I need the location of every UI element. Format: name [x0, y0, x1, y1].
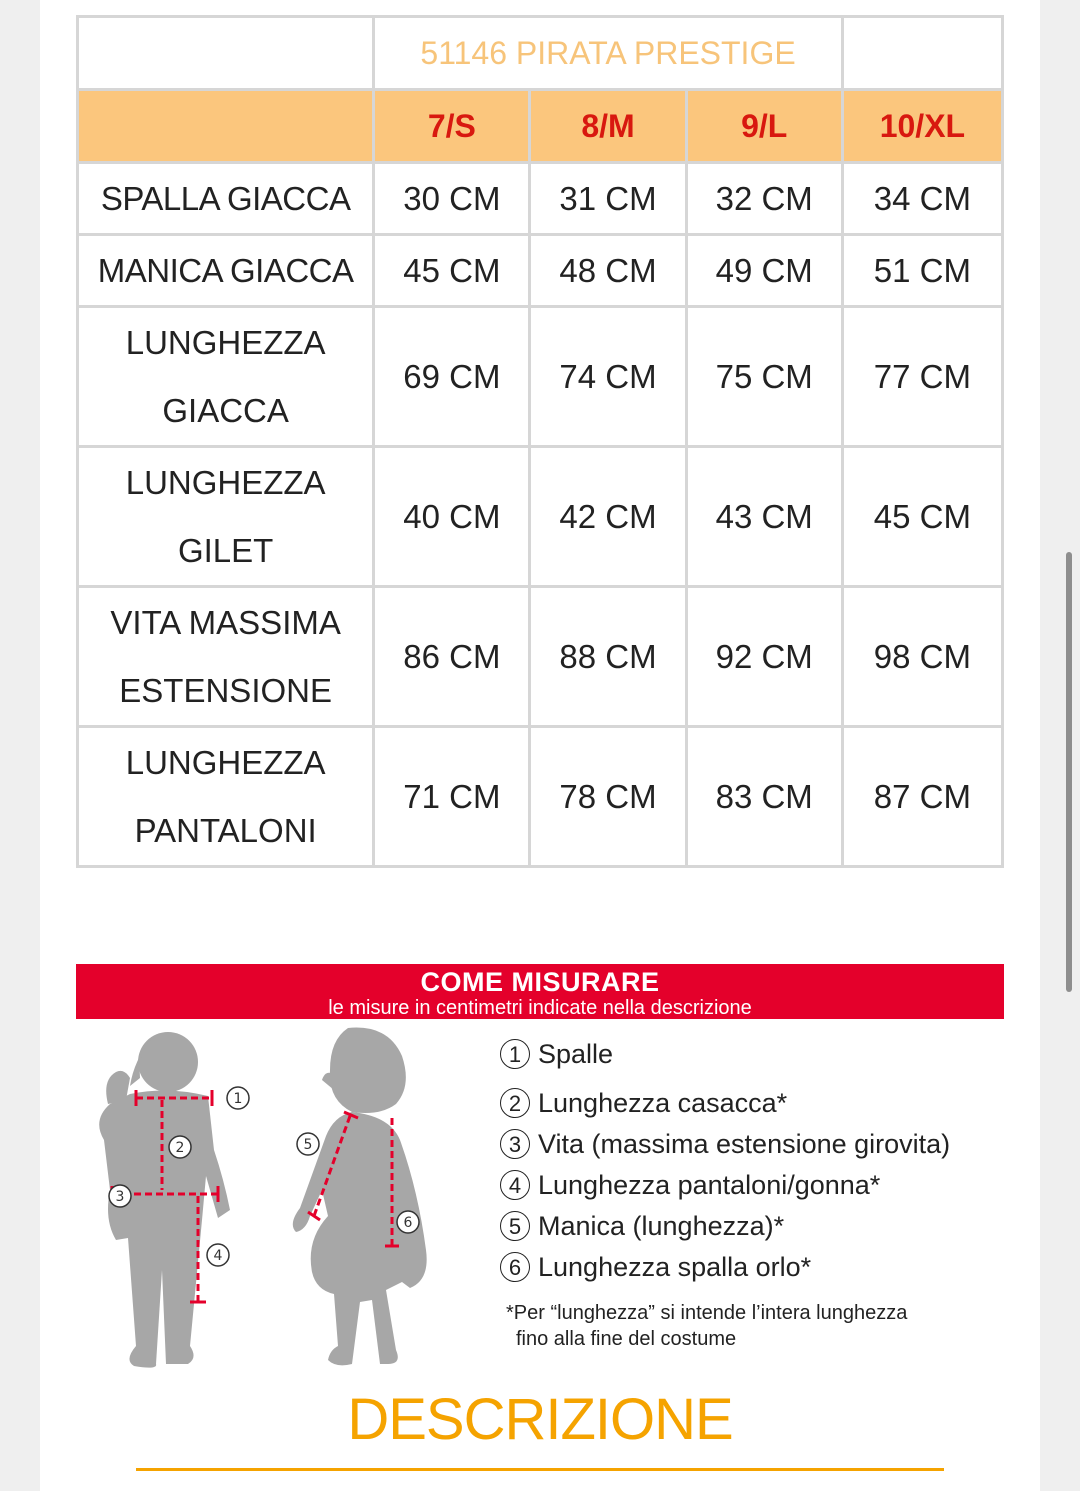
table-cell: 69 CM [374, 307, 530, 447]
marker-label: 5 [303, 1137, 313, 1153]
table-cell: 88 CM [530, 587, 686, 727]
legend-item [500, 1247, 1020, 1288]
legend-item [500, 1206, 1020, 1247]
marker-label: 4 [213, 1248, 223, 1264]
row-label-line: GIACCA [162, 391, 289, 429]
table-cell: 75 CM [686, 307, 842, 447]
table-cell: 40 CM [374, 447, 530, 587]
table-cell: 92 CM [686, 587, 842, 727]
legend-text: Lunghezza spalla orlo* [538, 1252, 812, 1282]
row-label: MANICA GIACCA [78, 235, 374, 307]
table-cell: 78 CM [530, 727, 686, 867]
row-label [78, 727, 374, 867]
table-row [78, 163, 1003, 235]
table-cell: 87 CM [842, 727, 1002, 867]
marker-label: 6 [403, 1215, 413, 1231]
description-divider [136, 1468, 944, 1471]
legend-text: Spalle [538, 1039, 614, 1069]
legend-text: Lunghezza pantaloni/gonna* [538, 1170, 881, 1200]
table-title-row [78, 17, 1003, 90]
legend-text: Vita (massima estensione girovita) [538, 1129, 951, 1159]
table-row [78, 727, 1003, 867]
marker-label: 3 [115, 1189, 125, 1205]
table-cell: 51 CM [842, 235, 1002, 307]
table-row [78, 235, 1003, 307]
legend-number: 1 [500, 1039, 530, 1069]
size-header: 10/XL [842, 90, 1002, 163]
row-label [78, 307, 374, 447]
table-cell: 77 CM [842, 307, 1002, 447]
length-note: *Per “lunghezza” si intende l’intera lunghezza [506, 1302, 908, 1324]
empty-cell [842, 17, 1002, 90]
empty-cell [78, 17, 374, 90]
child-side-figure [293, 1028, 427, 1366]
description-heading: DESCRIZIONE [347, 1387, 733, 1452]
legend-item [500, 1124, 1020, 1165]
row-label [78, 587, 374, 727]
empty-header-cell [78, 90, 374, 163]
marker-label: 2 [175, 1140, 185, 1156]
table-cell: 71 CM [374, 727, 530, 867]
legend-number: 6 [500, 1252, 530, 1282]
legend-number: 5 [500, 1211, 530, 1241]
table-cell: 31 CM [530, 163, 686, 235]
banner-subtitle: le misure in centimetri indicate nella descrizione [328, 997, 752, 1019]
legend-number: 4 [500, 1170, 530, 1200]
scrollbar-thumb[interactable] [1066, 552, 1072, 992]
table-cell: 45 CM [374, 235, 530, 307]
table-cell: 45 CM [842, 447, 1002, 587]
table-cell: 30 CM [374, 163, 530, 235]
size-header: 7/S [374, 90, 530, 163]
legend-text: Manica (lunghezza)* [538, 1211, 785, 1241]
row-label-line: ESTENSIONE [119, 671, 332, 709]
size-header-row [78, 90, 1003, 163]
table-cell: 86 CM [374, 587, 530, 727]
table-cell: 34 CM [842, 163, 1002, 235]
banner-title: COME MISURARE [420, 967, 660, 997]
legend-text: Lunghezza casacca* [538, 1088, 788, 1118]
table-cell: 74 CM [530, 307, 686, 447]
row-label-line: GILET [177, 531, 274, 569]
table-cell: 32 CM [686, 163, 842, 235]
size-header: 9/L [686, 90, 842, 163]
measure-legend [500, 1034, 1020, 1352]
legend-number: 3 [500, 1129, 530, 1159]
legend-number: 2 [500, 1088, 530, 1118]
page [40, 0, 1040, 1491]
legend-item [500, 1034, 1020, 1075]
row-label-line: PANTALONI [134, 811, 317, 849]
measurement-figures [90, 1020, 490, 1380]
size-table [76, 15, 1004, 868]
size-header: 8/M [530, 90, 686, 163]
row-label-line: LUNGHEZZA [125, 463, 326, 501]
table-row [78, 447, 1003, 587]
row-label: SPALLA GIACCA [78, 163, 374, 235]
table-cell: 42 CM [530, 447, 686, 587]
length-note-continued: fino alla fine del costume [516, 1328, 737, 1350]
table-cell: 49 CM [686, 235, 842, 307]
row-label-line: LUNGHEZZA [125, 323, 326, 361]
row-label-line: LUNGHEZZA [125, 743, 326, 781]
legend-item [500, 1083, 1020, 1124]
table-row [78, 587, 1003, 727]
product-name: 51146 PIRATA PRESTIGE [374, 17, 843, 90]
row-label-line: VITA MASSIMA [110, 603, 341, 641]
row-label [78, 447, 374, 587]
table-cell: 48 CM [530, 235, 686, 307]
table-cell: 83 CM [686, 727, 842, 867]
table-cell: 43 CM [686, 447, 842, 587]
marker-label: 1 [233, 1091, 243, 1107]
table-row [78, 307, 1003, 447]
how-to-measure-banner [76, 964, 1004, 1019]
legend-item [500, 1165, 1020, 1206]
table-cell: 98 CM [842, 587, 1002, 727]
